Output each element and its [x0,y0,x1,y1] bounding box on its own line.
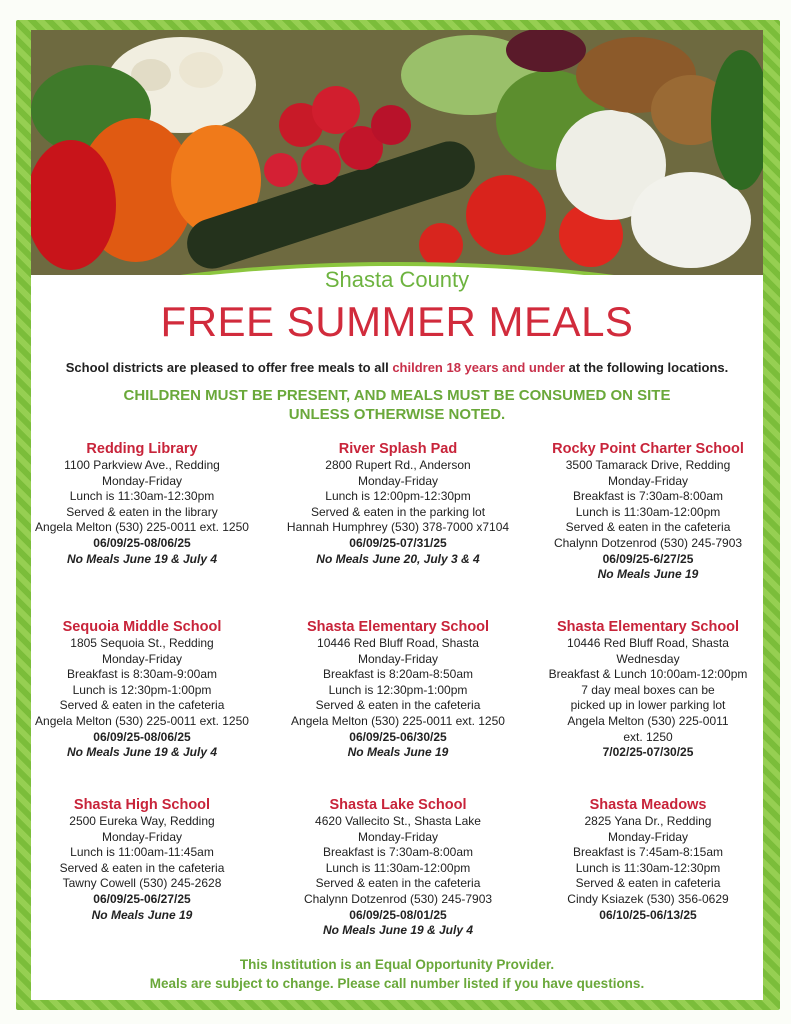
footer-line-2: Meals are subject to change. Please call number listed if you have questions. [149,976,645,991]
site-card [273,796,523,939]
notice-line-1: CHILDREN MUST BE PRESENT, AND MEALS MUST BE CONSUMED ON SITE [123,387,671,404]
site-card [31,440,267,567]
county-name: Shasta County [324,267,470,292]
site-detail-line: 1805 Sequoia St., Redding [70,636,214,650]
site-detail-line: Served & eaten in the parking lot [310,504,486,519]
site-card [31,618,267,761]
site-detail-line: Breakfast is 8:20am-8:50am [322,667,474,682]
site-dates: 7/02/25-07/30/25 [602,745,694,760]
site-detail-line: 2500 Eureka Way, Redding [69,814,215,828]
site-detail-line: Served & eaten in the cafeteria [59,698,225,713]
site-detail-line: 2825 Yana Dr., Redding [584,814,712,828]
site-name: Shasta High School [73,797,211,813]
site-detail-line: Served & eaten in the cafeteria [315,876,481,891]
site-name: Shasta Elementary School [556,619,740,635]
site-detail-line: Served & eaten in the cafeteria [315,698,481,713]
site-name: Shasta Lake School [329,797,467,813]
intro-before: School districts are pleased to offer free meals to all [65,360,393,375]
site-detail-line: Lunch is 11:30am-12:30pm [575,860,721,875]
intro-text [31,360,763,375]
site-detail-line: 10446 Red Bluff Road, Shasta [567,636,729,650]
site-name: Shasta Elementary School [306,619,490,635]
site-detail-line: Hannah Humphrey (530) 378-7000 x7104 [286,520,510,535]
site-detail-line: Monday-Friday [101,651,183,666]
site-detail-line: 7 day meal boxes can be [581,682,715,697]
site-card [523,618,763,761]
site-detail-line: Breakfast is 7:30am-8:00am [322,845,474,860]
vegetable-banner-image [31,30,763,275]
site-detail-line: 4620 Vallecito St., Shasta Lake [315,814,481,828]
site-detail-line: Breakfast & Lunch 10:00am-12:00pm [548,667,748,682]
site-detail-line: Served & eaten in the cafeteria [59,860,225,875]
site-dates: 06/09/25-07/31/25 [349,535,447,550]
site-no-meals-note: No Meals June 19 & July 4 [66,551,218,566]
site-dates: 06/10/25-06/13/25 [599,907,697,922]
footer-line-1: This Institution is an Equal Opportunity Provider. [239,957,555,972]
notice-line-2: UNLESS OTHERWISE NOTED. [288,406,506,423]
site-card [523,796,763,923]
site-detail-line: Tawny Cowell (530) 245-2628 [62,876,222,891]
site-detail-line: ext. 1250 [623,729,673,744]
intro-highlight: children 18 years and under [392,360,565,375]
site-detail-line: Breakfast is 7:45am-8:15am [572,845,724,860]
site-detail-line: Lunch is 12:30pm-1:00pm [328,682,468,697]
site-detail-line: Lunch is 12:30pm-1:00pm [72,682,212,697]
site-detail-line: Monday-Friday [357,829,439,844]
site-detail-line: Monday-Friday [357,651,439,666]
vegetables-illustration [31,30,763,275]
site-detail-line: Breakfast is 8:30am-9:00am [66,667,218,682]
page-title: FREE SUMMER MEALS [160,298,634,345]
site-detail-line: Monday-Friday [607,473,689,488]
site-detail-line: Chalynn Dotzenrod (530) 245-7903 [553,535,743,550]
site-detail-line: 1100 Parkview Ave., Redding [64,458,220,472]
site-detail-line: Lunch is 11:30am-12:00pm [575,504,721,519]
site-dates: 06/09/25-6/27/25 [602,551,694,566]
site-detail-line: Served & eaten in cafeteria [575,876,721,891]
site-detail-line: picked up in lower parking lot [570,698,726,713]
site-card [523,440,763,583]
footer-notice [31,955,763,993]
site-detail-line: Chalynn Dotzenrod (530) 245-7903 [303,891,493,906]
site-detail-line: Monday-Friday [357,473,439,488]
site-card [273,440,523,567]
site-detail-line: 2800 Rupert Rd., Anderson [325,458,471,472]
site-detail-line: Monday-Friday [101,473,183,488]
site-detail-line: Monday-Friday [101,829,183,844]
site-detail-line: Angela Melton (530) 225-0011 ext. 1250 [35,520,249,535]
site-no-meals-note: No Meals June 19 & July 4 [322,923,474,938]
site-detail-line: Breakfast is 7:30am-8:00am [572,489,724,504]
site-detail-line: 10446 Red Bluff Road, Shasta [317,636,479,650]
flyer-body [31,30,763,1000]
site-no-meals-note: No Meals June 19 [347,745,449,760]
site-detail-line: 3500 Tamarack Drive, Redding [565,458,731,472]
site-dates: 06/09/25-08/06/25 [93,535,191,550]
site-detail-line: Lunch is 12:00pm-12:30pm [325,489,471,504]
site-no-meals-note: No Meals June 20, July 3 & 4 [316,551,480,566]
site-detail-line: Served & eaten in the cafeteria [565,520,731,535]
site-detail-line: Angela Melton (530) 225-0011 ext. 1250 [35,713,249,728]
site-no-meals-note: No Meals June 19 [597,567,699,582]
site-name: Redding Library [86,441,198,457]
site-detail-line: Angela Melton (530) 225-0011 ext. 1250 [291,713,505,728]
intro-after: at the following locations. [565,360,729,375]
site-no-meals-note: No Meals June 19 & July 4 [66,745,218,760]
site-name: River Splash Pad [338,441,458,457]
sites-grid [31,440,763,960]
site-no-meals-note: No Meals June 19 [91,907,193,922]
site-dates: 06/09/25-08/01/25 [349,907,447,922]
on-site-notice [31,386,763,424]
site-detail-line: Wednesday [616,651,680,666]
site-dates: 06/09/25-06/30/25 [349,729,447,744]
site-detail-line: Monday-Friday [607,829,689,844]
site-detail-line: Served & eaten in the library [66,504,218,519]
site-dates: 06/09/25-06/27/25 [93,891,191,906]
site-name: Rocky Point Charter School [552,441,744,457]
site-name: Shasta Meadows [589,797,707,813]
site-name: Sequoia Middle School [62,619,222,635]
site-detail-line: Lunch is 11:00am-11:45am [70,845,214,860]
site-detail-line: Angela Melton (530) 225-0011 [567,713,729,728]
site-detail-line: Lunch is 11:30am-12:30pm [69,489,215,504]
site-detail-line: Cindy Ksiazek (530) 356-0629 [567,891,729,906]
site-card [273,618,523,761]
site-detail-line: Lunch is 11:30am-12:00pm [325,860,471,875]
site-dates: 06/09/25-08/06/25 [93,729,191,744]
site-card [31,796,267,923]
